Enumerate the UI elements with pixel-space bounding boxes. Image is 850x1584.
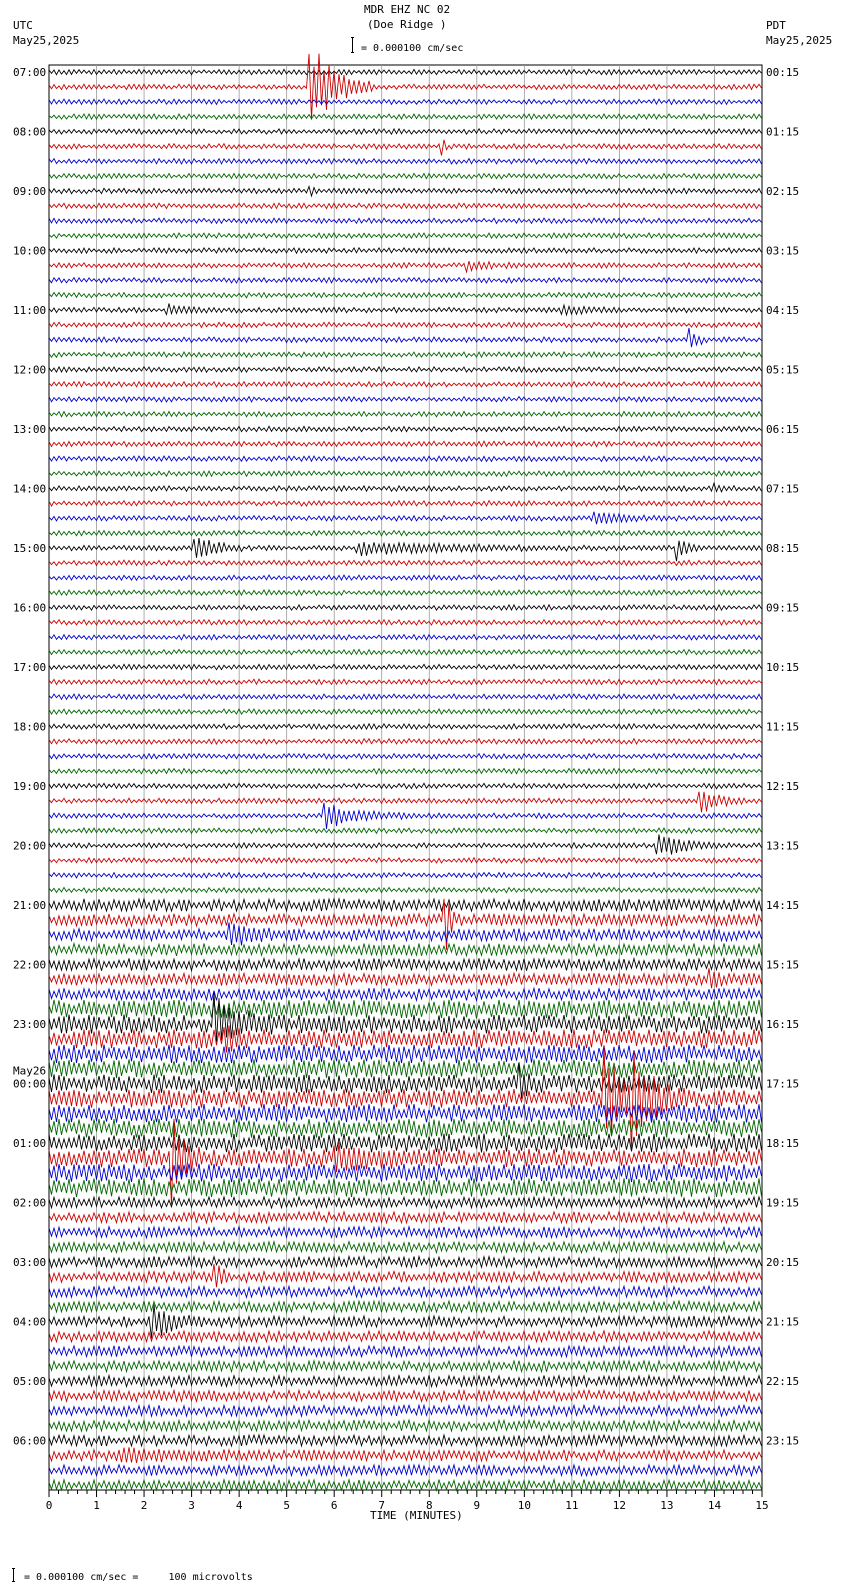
- x-tick-label: 7: [378, 1499, 386, 1512]
- trace-line: [49, 664, 762, 669]
- utc-time-label: 22:00: [13, 958, 47, 972]
- trace-line: [49, 1305, 762, 1339]
- trace-line: [49, 575, 762, 580]
- pdt-time-label: 02:15: [766, 185, 800, 198]
- trace-line: [49, 958, 762, 970]
- trace-line: [49, 1480, 762, 1491]
- trace-line: [49, 1361, 762, 1372]
- x-tick-label: 10: [517, 1499, 531, 1512]
- trace-line: [49, 278, 762, 283]
- trace-line: [49, 1465, 762, 1476]
- utc-time-label: 00:00: [13, 1077, 47, 1091]
- trace-line: [49, 605, 762, 610]
- trace-line: [49, 1104, 762, 1123]
- date-change-label: May26: [13, 1064, 47, 1078]
- utc-time-label: 21:00: [13, 899, 47, 912]
- x-tick-label: 13: [660, 1499, 674, 1512]
- trace-line: [49, 187, 762, 197]
- trace-line: [49, 968, 762, 988]
- trace-line: [49, 650, 762, 655]
- scale-text: = 0.000100 cm/sec: [361, 43, 464, 54]
- utc-time-label: 08:00: [13, 125, 47, 139]
- trace-line: [49, 483, 762, 492]
- utc-time-label: 07:00: [13, 66, 47, 79]
- utc-time-label: 10:00: [13, 244, 47, 258]
- trace-line: [49, 1197, 762, 1208]
- utc-time-label: 17:00: [13, 661, 47, 674]
- x-axis-label: TIME (MINUTES): [370, 1509, 463, 1522]
- trace-line: [49, 261, 762, 272]
- x-tick-label: 4: [235, 1499, 243, 1512]
- pdt-time-label: 21:15: [766, 1315, 800, 1329]
- right-timezone: PDT: [766, 19, 786, 32]
- pdt-time-label: 07:15: [766, 482, 800, 496]
- trace-line: [49, 1134, 762, 1153]
- pdt-time-label: 17:15: [766, 1077, 800, 1091]
- trace-line: [49, 501, 762, 506]
- x-tick-label: 2: [140, 1499, 148, 1512]
- trace-line: [49, 754, 762, 759]
- pdt-time-label: 12:15: [766, 780, 800, 793]
- trace-line: [49, 803, 762, 829]
- x-tick-label: 3: [188, 1499, 195, 1512]
- trace-line: [49, 1264, 762, 1287]
- utc-time-label: 01:00: [13, 1137, 47, 1150]
- trace-line: [49, 620, 762, 625]
- trace-line: [49, 352, 762, 357]
- station-name: (Doe Ridge ): [367, 18, 447, 31]
- trace-line: [49, 1286, 762, 1297]
- trace-line: [49, 441, 762, 446]
- utc-time-label: 15:00: [13, 542, 47, 555]
- utc-time-label: 23:00: [13, 1018, 47, 1031]
- trace-line: [49, 1420, 762, 1431]
- trace-line: [49, 304, 762, 316]
- trace-line: [49, 560, 762, 565]
- trace-line: [49, 328, 762, 347]
- trace-line: [49, 382, 762, 387]
- trace-line: [49, 739, 762, 744]
- trace-line: [49, 1119, 762, 1138]
- utc-time-label: 14:00: [13, 482, 47, 496]
- trace-line: [49, 69, 762, 74]
- utc-time-label: 19:00: [13, 780, 47, 793]
- pdt-time-label: 19:15: [766, 1196, 800, 1210]
- utc-time-label: 04:00: [13, 1315, 47, 1329]
- footer-scale-bar-icon: [12, 1568, 15, 1582]
- trace-line: [49, 590, 762, 595]
- trace-line: [49, 412, 762, 417]
- pdt-time-label: 09:15: [766, 601, 800, 615]
- trace-line: [49, 635, 762, 640]
- x-tick-label: 8: [425, 1499, 433, 1512]
- trace-line: [49, 1044, 762, 1063]
- trace-line: [49, 173, 762, 178]
- trace-line: [49, 1331, 762, 1342]
- trace-line: [49, 456, 762, 461]
- pdt-time-label: 00:15: [766, 66, 800, 79]
- trace-line: [49, 1045, 762, 1151]
- trace-line: [49, 114, 762, 119]
- pdt-time-label: 20:15: [766, 1256, 800, 1269]
- trace-line: [49, 828, 762, 833]
- trace-line: [49, 1375, 762, 1386]
- trace-line: [49, 1435, 762, 1446]
- pdt-time-label: 15:15: [766, 958, 800, 972]
- trace-line: [49, 129, 762, 134]
- utc-time-label: 13:00: [13, 423, 47, 436]
- trace-line: [49, 1242, 762, 1253]
- trace-line: [49, 159, 762, 164]
- trace-line: [49, 322, 762, 327]
- pdt-time-label: 18:15: [766, 1137, 800, 1150]
- trace-line: [49, 724, 762, 729]
- trace-line: [49, 293, 762, 298]
- trace-line: [49, 873, 762, 878]
- trace-line: [49, 943, 762, 956]
- utc-time-label: 16:00: [13, 601, 47, 615]
- trace-line: [49, 694, 762, 699]
- pdt-time-label: 11:15: [766, 720, 800, 734]
- utc-time-label: 18:00: [13, 720, 47, 734]
- trace-line: [49, 140, 762, 156]
- trace-line: [49, 471, 762, 476]
- trace-line: [49, 783, 762, 788]
- trace-line: [49, 1164, 762, 1183]
- x-tick-label: 14: [707, 1499, 722, 1512]
- seismic-traces: [49, 54, 762, 1491]
- trace-line: [49, 888, 762, 893]
- trace-line: [49, 792, 762, 813]
- trace-line: [49, 1405, 762, 1416]
- trace-line: [49, 1059, 762, 1078]
- x-tick-label: 5: [283, 1499, 290, 1512]
- x-tick-label: 15: [755, 1499, 769, 1512]
- trace-line: [49, 203, 762, 208]
- pdt-time-label: 08:15: [766, 542, 800, 555]
- pdt-time-label: 06:15: [766, 423, 800, 436]
- trace-line: [49, 1447, 762, 1463]
- trace-line: [49, 512, 762, 524]
- station-line: MDR EHZ NC 02: [364, 3, 451, 16]
- pdt-time-label: 03:15: [766, 244, 800, 258]
- x-tick-label: 11: [565, 1499, 579, 1512]
- pdt-time-label: 04:15: [766, 304, 800, 317]
- utc-time-label: 02:00: [13, 1196, 47, 1210]
- right-date: May25,2025: [766, 34, 833, 47]
- trace-line: [49, 1301, 762, 1312]
- utc-time-label: 03:00: [13, 1256, 47, 1269]
- trace-line: [49, 54, 762, 120]
- trace-line: [49, 367, 762, 372]
- utc-time-label: 05:00: [13, 1375, 47, 1388]
- pdt-time-label: 01:15: [766, 125, 800, 139]
- pdt-time-label: 23:15: [766, 1434, 800, 1448]
- trace-line: [49, 709, 762, 714]
- left-date: May25,2025: [13, 34, 80, 47]
- trace-line: [49, 397, 762, 402]
- pdt-time-label: 14:15: [766, 899, 800, 912]
- trace-line: [49, 1178, 762, 1197]
- left-timezone: UTC: [13, 19, 33, 32]
- trace-line: [49, 835, 762, 855]
- utc-time-label: 11:00: [13, 304, 47, 317]
- trace-line: [49, 1256, 762, 1267]
- trace-line: [49, 531, 762, 536]
- trace-line: [49, 858, 762, 863]
- trace-line: [49, 218, 762, 223]
- pdt-time-label: 22:15: [766, 1375, 800, 1388]
- trace-line: [49, 679, 762, 684]
- trace-line: [49, 1000, 762, 1019]
- x-tick-label: 12: [612, 1499, 627, 1512]
- utc-time-label: 20:00: [13, 839, 47, 853]
- footer-scale-text: = 0.000100 cm/sec = 100 microvolts: [24, 1572, 253, 1583]
- trace-line: [49, 99, 762, 104]
- trace-line: [49, 922, 762, 945]
- trace-line: [49, 1227, 762, 1238]
- trace-line: [49, 1212, 762, 1223]
- trace-line: [49, 1346, 762, 1357]
- utc-time-label: 06:00: [13, 1434, 47, 1448]
- x-tick-label: 6: [330, 1499, 338, 1512]
- trace-line: [49, 233, 762, 238]
- trace-line: [49, 768, 762, 773]
- trace-line: [49, 988, 762, 1001]
- trace-line: [49, 899, 762, 911]
- x-tick-label: 1: [93, 1499, 100, 1512]
- trace-line: [49, 538, 762, 561]
- pdt-time-label: 16:15: [766, 1018, 800, 1031]
- trace-line: [49, 426, 762, 431]
- pdt-time-label: 10:15: [766, 661, 800, 674]
- x-tick-label: 0: [45, 1499, 53, 1512]
- utc-time-label: 12:00: [13, 363, 47, 377]
- trace-line: [49, 1390, 762, 1401]
- pdt-time-label: 05:15: [766, 363, 800, 377]
- pdt-time-label: 13:15: [766, 839, 800, 853]
- x-tick-label: 9: [473, 1499, 481, 1512]
- utc-time-label: 09:00: [13, 185, 47, 198]
- trace-line: [49, 248, 762, 253]
